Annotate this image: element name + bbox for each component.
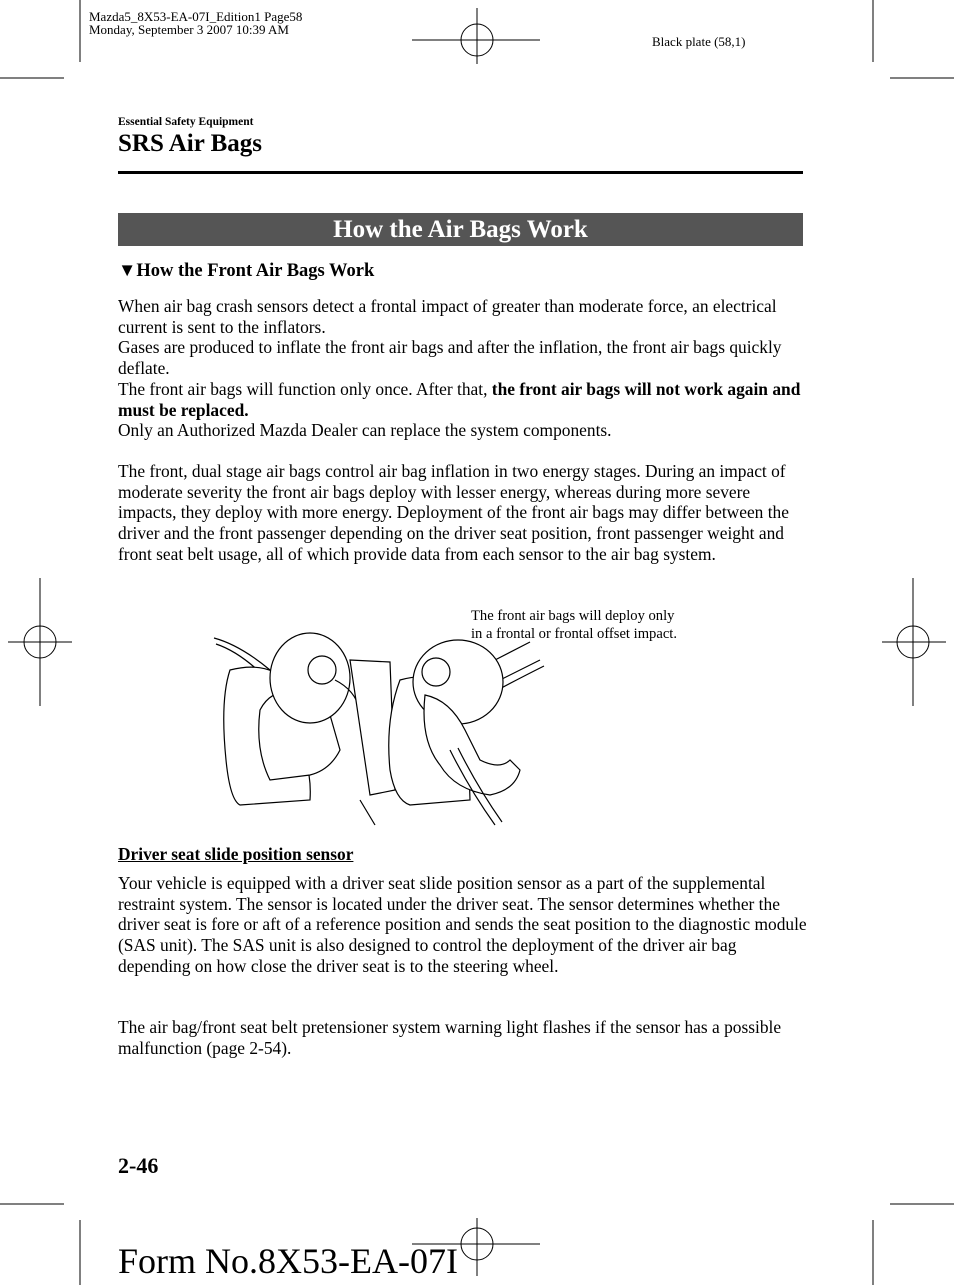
paragraph-3: Your vehicle is equipped with a driver seat slide position sensor as a part of the supplemental restraint system. The sensor is located under the driver seat. The sensor determines whether the driver seat is fore or aft of a reference position and sends the seat position to the diagnostic module (SAS unit). The SAS unit is also designed to control the deployment of the driver air bag depending on how close the driver seat is to the steering wheel. [118, 873, 807, 976]
triangle-marker-icon: ▼ [118, 261, 137, 281]
file-info-line1: Mazda5_8X53-EA-07I_Edition1 Page58 [89, 9, 303, 24]
para1-plain: The front air bags will function only once. After that, [118, 378, 492, 399]
para1-bold-warning: the front air bags will not work again and must be replaced. [118, 378, 801, 420]
subsection-heading [118, 261, 374, 282]
figure-caption-line2: in a frontal or frontal offset impact. [471, 626, 678, 642]
plate-label: Black plate (58,1) [652, 34, 746, 49]
page-number: 2-46 [118, 1153, 159, 1178]
paragraph-1 [118, 296, 808, 441]
para1-sentence-2: Gases are produced to inflate the front air bags and after the inflation, the front air bags quickly deflate. [118, 337, 782, 379]
para1-sentence-4: Only an Authorized Mazda Dealer can replace the system components. [118, 420, 612, 441]
file-info-line2: Monday, September 3 2007 10:39 AM [89, 22, 289, 37]
para1-sentence-1: When air bag crash sensors detect a frontal impact of greater than moderate force, an electrical current is sent to the inflators. [118, 296, 777, 337]
title-rule [118, 171, 803, 174]
chapter-title: SRS Air Bags [118, 130, 263, 157]
paragraph-2: The front, dual stage air bags control air bag inflation in two energy stages. During an impact of moderate severity the front air bags deploy with lesser energy, whereas during more severe impacts, they deploy with more energy. Deployment of the front air bags may differ between the driver and the front passenger depending on the driver seat position, front passenger weight and front seat belt usage, all of which provide data from each sensor to the air bag system. [118, 461, 789, 564]
paragraph-4: The air bag/front seat belt pretensioner system warning light flashes if the sensor has a possible malfunction (page 2-54). [118, 1017, 782, 1058]
sensor-heading: Driver seat slide position sensor [118, 844, 354, 864]
para1-sentence-3 [118, 379, 808, 420]
form-number: Form No.8X53-EA-07I [118, 1241, 458, 1281]
airbag-illustration [200, 600, 710, 830]
section-banner: How the Air Bags Work [118, 213, 803, 246]
figure-caption-line1: The front air bags will deploy only [471, 608, 675, 624]
section-label: Essential Safety Equipment [118, 116, 254, 128]
subsection-title: How the Front Air Bags Work [136, 261, 375, 281]
